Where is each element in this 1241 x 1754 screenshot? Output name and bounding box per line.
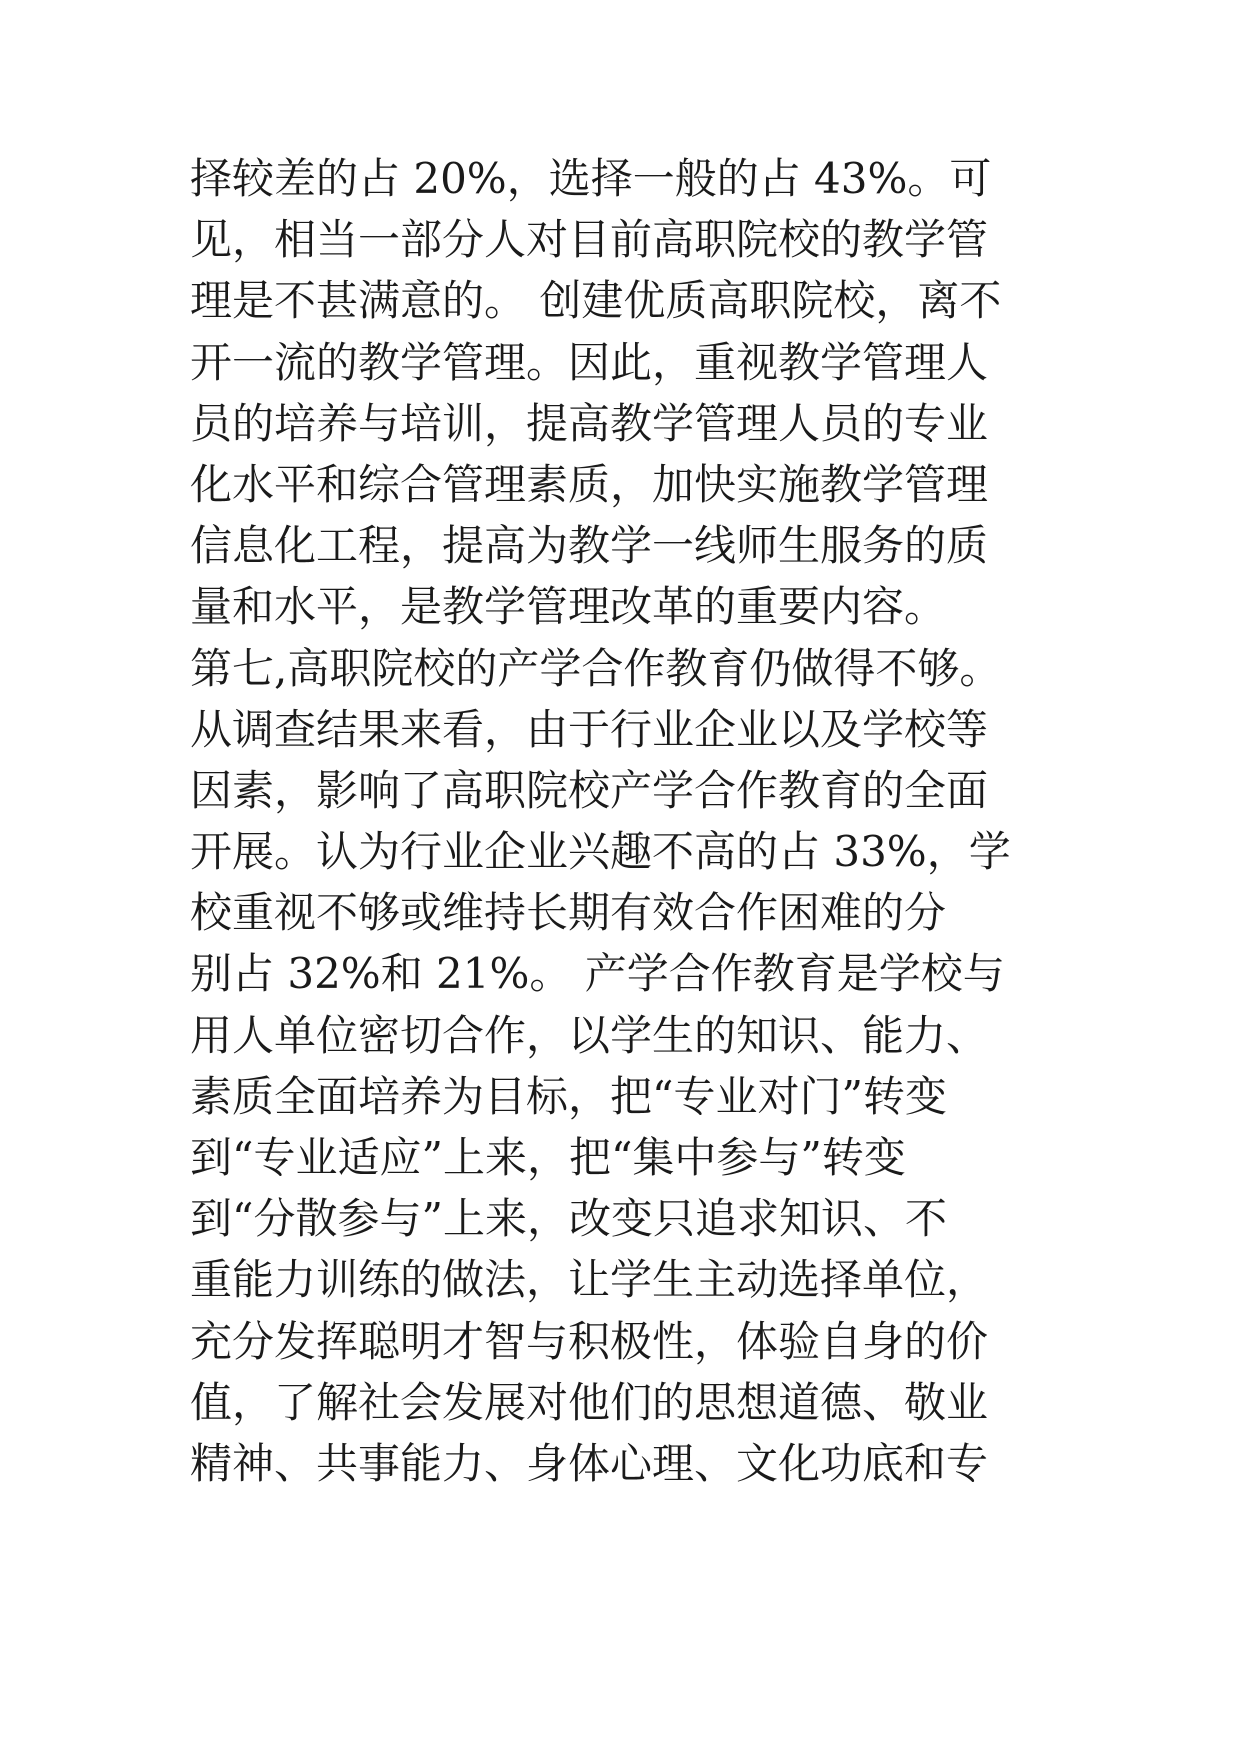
text-line: 量和水平，是教学管理改革的重要内容。: [190, 582, 947, 632]
text-line: 充分发挥聪明才智与积极性，体验自身的价: [190, 1316, 989, 1366]
text-line: 从调查结果来看，由于行业企业以及学校等: [190, 704, 989, 754]
text-line: 开一流的教学管理。因此，重视教学管理人: [190, 337, 989, 387]
text-line: 到“专业适应”上来，把“集中参与”转变: [190, 1133, 906, 1182]
text-line: 素质全面培养为目标，把“专业对门”转变: [190, 1071, 947, 1121]
text-line: 精神、共事能力、身体心理、文化功底和专: [190, 1438, 989, 1488]
text-line: 用人单位密切合作，以学生的知识、能力、: [190, 1010, 989, 1060]
text-line: 化水平和综合管理素质，加快实施教学管理: [190, 459, 989, 509]
text-line: 开展。认为行业企业兴趣不高的占 33%，学: [190, 827, 1011, 877]
text-line: 校重视不够或维持长期有效合作困难的分: [190, 888, 947, 938]
text-line: 员的培养与培训，提高教学管理人员的专业: [190, 398, 989, 448]
text-line: 别占 32%和 21%。 产学合作教育是学校与: [190, 949, 1005, 999]
body-text: [190, 148, 1090, 1494]
text-line: 见，相当一部分人对目前高职院校的教学管: [190, 215, 989, 265]
text-line: 理是不甚满意的。 创建优质高职院校，离不: [190, 276, 1002, 326]
text-line: 重能力训练的做法，让学生主动选择单位，: [190, 1255, 989, 1305]
text-line: 择较差的占 20%，选择一般的占 43%。可: [190, 154, 992, 203]
text-line: 到“分散参与”上来，改变只追求知识、不: [190, 1194, 947, 1244]
text-line: 信息化工程，提高为教学一线师生服务的质: [190, 521, 989, 571]
text-line: 因素，影响了高职院校产学合作教育的全面: [190, 765, 989, 815]
text-line: 第七,高职院校的产学合作教育仍做得不够。: [190, 643, 1002, 693]
text-line: 值，了解社会发展对他们的思想道德、敬业: [190, 1377, 989, 1427]
